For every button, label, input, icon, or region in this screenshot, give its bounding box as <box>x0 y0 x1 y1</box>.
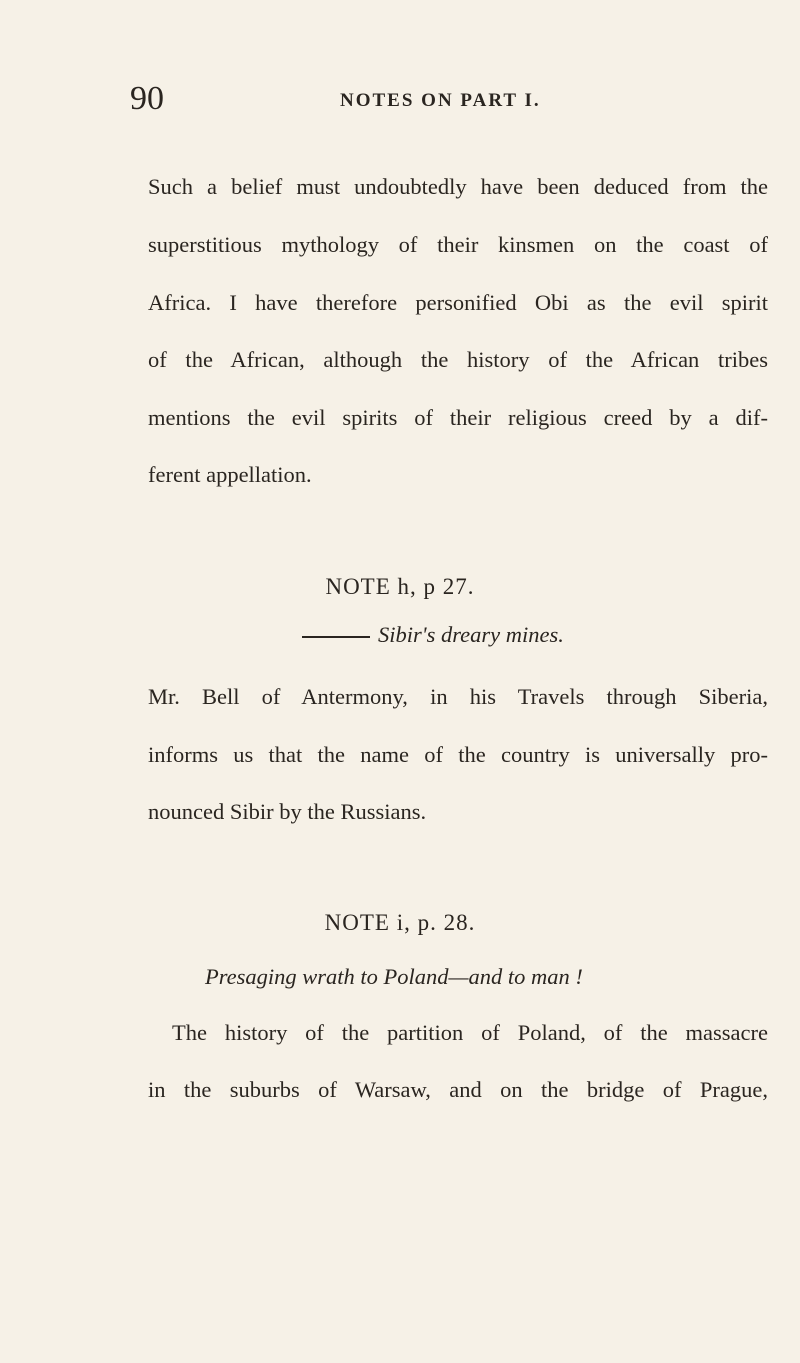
note-quote <box>302 620 564 650</box>
note-body-line: in the suburbs of Warsaw, and on the bridge of Prague, <box>148 1077 768 1102</box>
paragraph-line: Africa. I have therefore personified Obi as the evil spirit <box>148 290 768 315</box>
note-body-line: nounced Sibir by the Russians. <box>148 799 427 824</box>
running-title: NOTES ON PART I. <box>340 90 541 111</box>
note-quote: Presaging wrath to Poland—and to man ! <box>205 964 583 989</box>
paragraph-line: mentions the evil spirits of their religious creed by a dif- <box>148 405 768 430</box>
paragraph-line: superstitious mythology of their kinsmen on the coast of <box>148 232 768 257</box>
note-quote-text: Sibir's dreary mines. <box>378 622 564 647</box>
em-dash-rule <box>302 636 370 638</box>
note-body-line: The history of the partition of Poland, of the massacre <box>172 1020 768 1045</box>
note-body-line: Mr. Bell of Antermony, in his Travels through Siberia, <box>148 684 768 709</box>
note-heading: NOTE h, p 27. <box>325 574 475 599</box>
paragraph-line: ferent appellation. <box>148 462 312 487</box>
paragraph-line: of the African, although the history of the African tribes <box>148 347 768 372</box>
page-number: 90 <box>130 80 164 117</box>
paragraph-line: Such a belief must undoubtedly have been deduced from the <box>148 174 768 199</box>
note-heading: NOTE i, p. 28. <box>324 910 476 935</box>
note-body-line: informs us that the name of the country is universally pro- <box>148 742 768 767</box>
